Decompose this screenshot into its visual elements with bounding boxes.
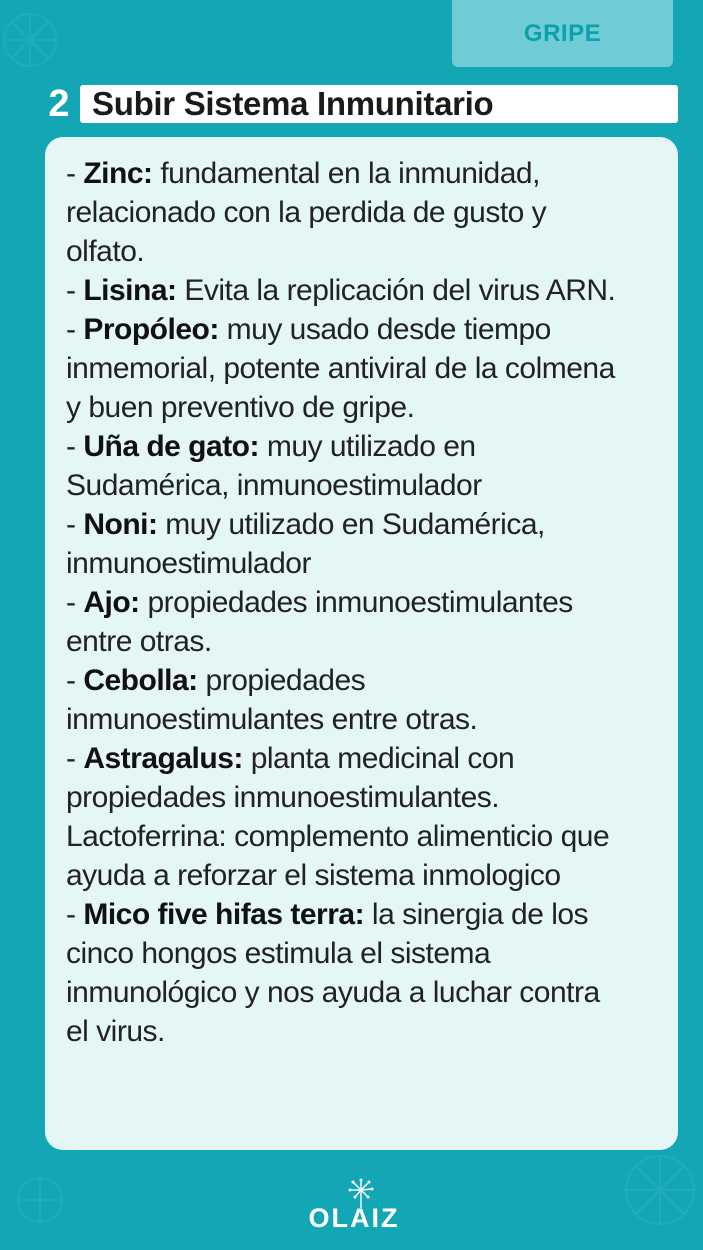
supplement-list: [66, 154, 678, 1051]
list-item-description: muy usado desde tiempo inmemorial, potente antiviral de la colmena y buen preventivo de gripe.: [66, 313, 615, 424]
list-item-bullet: -: [66, 664, 84, 697]
list-item-bullet: -: [66, 742, 84, 775]
list-item-name: Noni:: [83, 508, 158, 541]
section-number: 2: [48, 83, 70, 125]
list-item-name: Ajo:: [83, 586, 140, 619]
list-item-description: Evita la replicación del virus ARN.: [176, 274, 616, 307]
content-card: [45, 137, 678, 1150]
list-item-name: Uña de gato:: [83, 430, 259, 463]
brand-logo: [308, 1178, 400, 1234]
list-item-description: la sinergia de los cinco hongos estimula el sistema inmunológico y nos ayuda a luchar contra el virus.: [66, 898, 600, 1048]
list-item-description: muy utilizado en Sudamérica, inmunoestimulador: [66, 508, 545, 580]
list-item-description: muy utilizado en Sudamérica, inmunoestimulador: [66, 430, 482, 502]
page-title: Subir Sistema Inmunitario: [92, 85, 494, 122]
list-item: [66, 505, 678, 583]
list-item-name: Cebolla:: [83, 664, 198, 697]
list-item: [66, 583, 678, 661]
list-item-name: Zinc:: [83, 157, 153, 190]
list-item: [66, 271, 678, 310]
list-item: [66, 427, 678, 505]
list-item: [66, 154, 678, 271]
list-item: [66, 310, 678, 427]
list-item-bullet: -: [66, 274, 84, 307]
list-item-bullet: -: [66, 508, 84, 541]
list-item: [66, 661, 678, 739]
list-item-bullet: -: [66, 586, 84, 619]
list-item-name: Propóleo:: [83, 313, 219, 346]
brand-logo-text: OLAIZ: [308, 1203, 400, 1233]
category-tag: [452, 0, 673, 67]
list-item: [66, 895, 678, 1051]
list-item-bullet: -: [66, 430, 84, 463]
list-item-name: Lisina:: [83, 274, 177, 307]
list-item: [66, 739, 678, 895]
list-item-bullet: -: [66, 898, 84, 931]
list-item-description: propiedades inmunoestimulantes entre otras.: [66, 664, 478, 736]
category-tag-label: GRIPE: [523, 19, 602, 47]
list-item-description: fundamental en la inmunidad, relacionado con la perdida de gusto y olfato.: [66, 157, 547, 268]
list-item-description: planta medicinal con propiedades inmunoestimulantes. Lactoferrina: complemento alimenticio que ayuda a reforzar el sistema inmologico: [66, 742, 610, 892]
list-item-name: Mico five hifas terra:: [83, 898, 365, 931]
list-item-bullet: -: [66, 313, 84, 346]
page-title-bar: [80, 85, 678, 123]
list-item-bullet: -: [66, 157, 84, 190]
list-item-name: Astragalus:: [83, 742, 243, 775]
list-item-description: propiedades inmunoestimulantes entre otras.: [66, 586, 573, 658]
